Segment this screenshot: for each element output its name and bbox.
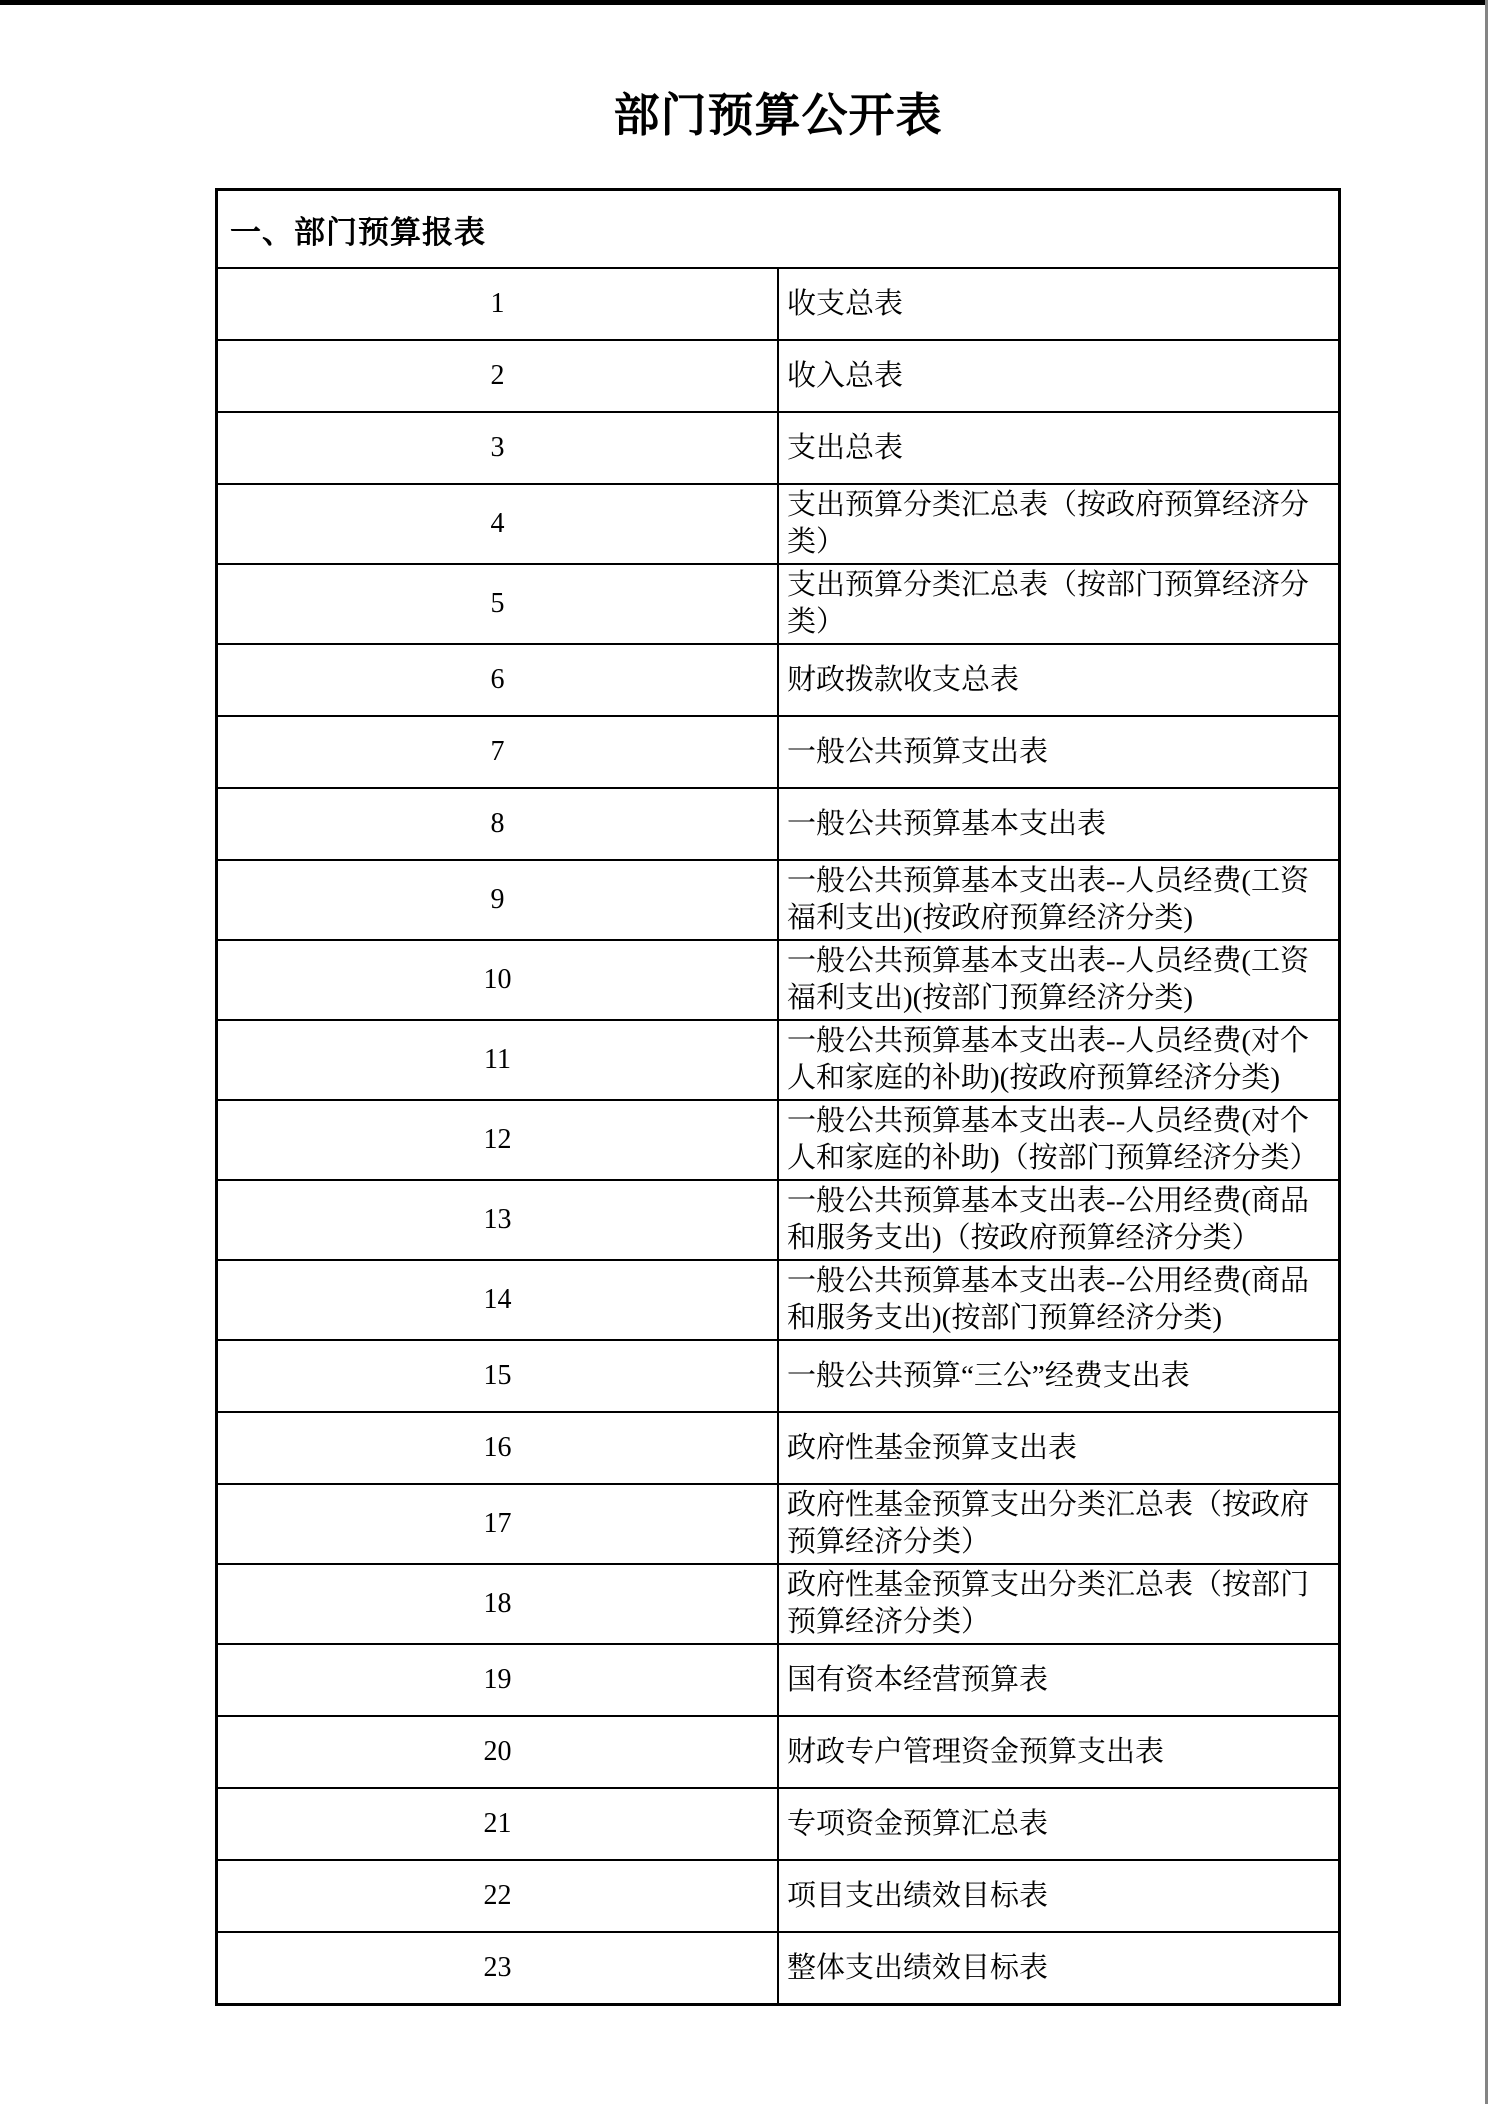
- table-row: [217, 716, 1340, 788]
- section-header-row: [217, 190, 1340, 269]
- table-row: [217, 268, 1340, 340]
- row-number: 12: [217, 1100, 779, 1180]
- row-number: 1: [217, 268, 779, 340]
- table-row: [217, 1412, 1340, 1484]
- table-row: [217, 1260, 1340, 1340]
- report-name: 一般公共预算“三公”经费支出表: [778, 1340, 1340, 1412]
- table-row: [217, 1564, 1340, 1644]
- table-row: [217, 1180, 1340, 1260]
- report-name: 整体支出绩效目标表: [778, 1932, 1340, 2005]
- table-row: [217, 1932, 1340, 2005]
- report-name: 政府性基金预算支出表: [778, 1412, 1340, 1484]
- table-row: [217, 1788, 1340, 1860]
- table-row: [217, 1716, 1340, 1788]
- row-number: 13: [217, 1180, 779, 1260]
- report-name: 支出预算分类汇总表（按部门预算经济分类）: [778, 564, 1340, 644]
- row-number: 4: [217, 484, 779, 564]
- table-row: [217, 940, 1340, 1020]
- table-row: [217, 564, 1340, 644]
- row-number: 7: [217, 716, 779, 788]
- report-name: 政府性基金预算支出分类汇总表（按部门预算经济分类）: [778, 1564, 1340, 1644]
- row-number: 5: [217, 564, 779, 644]
- row-number: 16: [217, 1412, 779, 1484]
- table-row: [217, 340, 1340, 412]
- row-number: 21: [217, 1788, 779, 1860]
- table-body: [217, 268, 1340, 2005]
- table-row: [217, 1860, 1340, 1932]
- report-name: 一般公共预算基本支出表: [778, 788, 1340, 860]
- table-row: [217, 860, 1340, 940]
- table-row: [217, 1340, 1340, 1412]
- report-name: 支出总表: [778, 412, 1340, 484]
- row-number: 19: [217, 1644, 779, 1716]
- row-number: 6: [217, 644, 779, 716]
- table-row: [217, 644, 1340, 716]
- document-title: 部门预算公开表: [613, 90, 943, 141]
- report-name: 收支总表: [778, 268, 1340, 340]
- row-number: 15: [217, 1340, 779, 1412]
- row-number: 18: [217, 1564, 779, 1644]
- report-name: 一般公共预算基本支出表--人员经费(对个人和家庭的补助)(按政府预算经济分类): [778, 1020, 1340, 1100]
- table-row: [217, 788, 1340, 860]
- table-row: [217, 1100, 1340, 1180]
- row-number: 20: [217, 1716, 779, 1788]
- section-header: 一、部门预算报表: [217, 190, 1340, 269]
- row-number: 22: [217, 1860, 779, 1932]
- window-top-edge: [0, 0, 1488, 5]
- report-name: 收入总表: [778, 340, 1340, 412]
- table-row: [217, 484, 1340, 564]
- report-name: 专项资金预算汇总表: [778, 1788, 1340, 1860]
- report-name: 一般公共预算基本支出表--人员经费(工资福利支出)(按部门预算经济分类): [778, 940, 1340, 1020]
- report-name: 国有资本经营预算表: [778, 1644, 1340, 1716]
- budget-disclosure-table: [215, 188, 1341, 2006]
- report-name: 政府性基金预算支出分类汇总表（按政府预算经济分类）: [778, 1484, 1340, 1564]
- row-number: 8: [217, 788, 779, 860]
- report-name: 财政专户管理资金预算支出表: [778, 1716, 1340, 1788]
- report-name: 一般公共预算基本支出表--公用经费(商品和服务支出)（按政府预算经济分类）: [778, 1180, 1340, 1260]
- report-name: 支出预算分类汇总表（按政府预算经济分类）: [778, 484, 1340, 564]
- report-name: 一般公共预算基本支出表--公用经费(商品和服务支出)(按部门预算经济分类): [778, 1260, 1340, 1340]
- table-row: [217, 1484, 1340, 1564]
- table-row: [217, 1020, 1340, 1100]
- report-name: 一般公共预算基本支出表--人员经费(对个人和家庭的补助)（按部门预算经济分类）: [778, 1100, 1340, 1180]
- row-number: 17: [217, 1484, 779, 1564]
- row-number: 2: [217, 340, 779, 412]
- row-number: 3: [217, 412, 779, 484]
- report-name: 财政拨款收支总表: [778, 644, 1340, 716]
- table-row: [217, 412, 1340, 484]
- table-row: [217, 1644, 1340, 1716]
- row-number: 14: [217, 1260, 779, 1340]
- report-name: 一般公共预算支出表: [778, 716, 1340, 788]
- row-number: 10: [217, 940, 779, 1020]
- report-name: 项目支出绩效目标表: [778, 1860, 1340, 1932]
- row-number: 11: [217, 1020, 779, 1100]
- report-name: 一般公共预算基本支出表--人员经费(工资福利支出)(按政府预算经济分类): [778, 860, 1340, 940]
- row-number: 23: [217, 1932, 779, 2005]
- row-number: 9: [217, 860, 779, 940]
